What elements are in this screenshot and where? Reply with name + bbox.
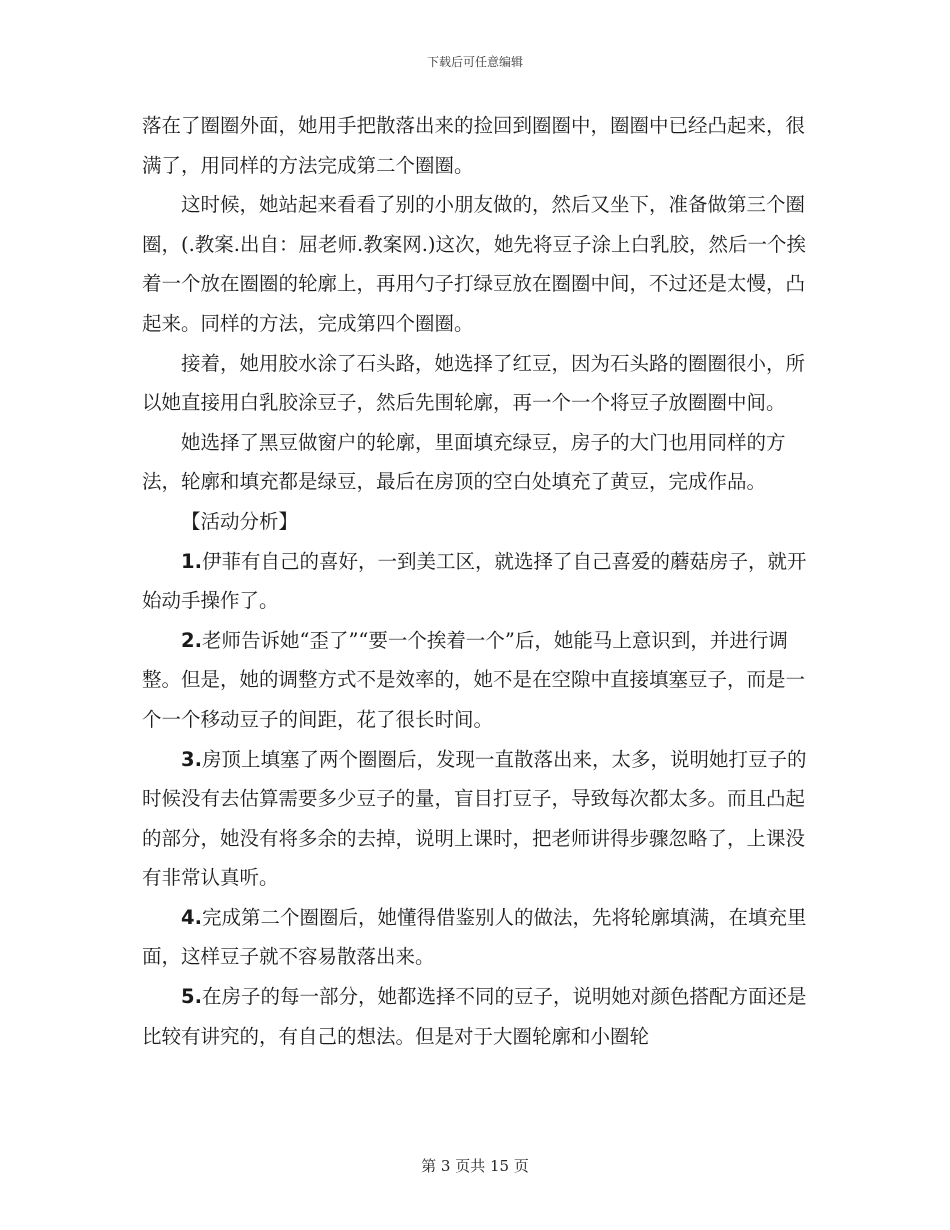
analysis-item-number: 3. (181, 747, 202, 771)
paragraph: 这时候，她站起来看看了别的小朋友做的，然后又坐下，准备做第三个圈圈，(.教案.出自：屈老师.教案网.)这次，她先将豆子涂上白乳胶，然后一个挨着一个放在圈圈的轮廓上，再用勺子打绿豆放在圈圈中间，不过还是太慢，凸起来。同样的方法，完成第四个圈圈。 (142, 193, 807, 335)
analysis-item-number: 4. (181, 905, 202, 929)
analysis-item (142, 740, 810, 898)
analysis-item-text: 老师告诉她“歪了”“要一个挨着一个”后，她能马上意识到，并进行调整。但是，她的调整方式不是效率的，她不是在空隙中直接填塞豆子，而是一个一个移动豆子的间距，花了很长时间。 (142, 628, 806, 731)
analysis-item-text: 房顶上填塞了两个圈圈后，发现一直散落出来，太多，说明她打豆子的时候没有去估算需要多少豆子的量，盲目打豆子，导致每次都太多。而且凸起的部分，她没有将多余的去掉，说明上课时，把老师讲得步骤忽略了，上课没有非常认真听。 (142, 747, 807, 890)
section-heading: 【活动分析】 (181, 509, 299, 533)
page-header: 下载后可任意编辑 (426, 55, 523, 69)
analysis-item-text: 在房子的每一部分，她都选择不同的豆子，说明她对颜色搭配方面还是比较有讲究的，有自己的想法。但是对于大圈轮廓和小圈轮 (142, 985, 807, 1048)
analysis-item (142, 898, 810, 977)
analysis-item-number: 5. (181, 985, 202, 1009)
paragraph-continuation: 落在了圈圈外面，她用手把散落出来的捡回到圈圈中，圈圈中已经凸起来，很满了，用同样的方法完成第二个圈圈。 (142, 114, 806, 177)
analysis-item-text: 伊菲有自己的喜好，一到美工区，就选择了自己喜爱的蘑菇房子，就开始动手操作了。 (142, 549, 807, 613)
paragraph: 接着，她用胶水涂了石头路，她选择了红豆，因为石头路的圈圈很小，所以她直接用白乳胶涂豆子，然后先围轮廓，再一个一个将豆子放圈圈中间。 (142, 351, 806, 415)
analysis-item-number: 1. (181, 549, 202, 573)
paragraph: 她选择了黑豆做窗户的轮廓，里面填充绿豆，房子的大门也用同样的方法，轮廓和填充都是绿豆，最后在房顶的空白处填充了黄豆，完成作品。 (142, 430, 786, 494)
document-body (142, 106, 810, 1056)
analysis-item (142, 977, 810, 1056)
analysis-item-text: 完成第二个圈圈后，她懂得借鉴别人的做法，先将轮廓填满，在填充里面，这样豆子就不容易散落出来。 (142, 905, 807, 969)
analysis-item (142, 621, 810, 740)
page-footer: 第 3 页共 15 页 (421, 1157, 529, 1175)
analysis-item-number: 2. (181, 628, 202, 652)
analysis-item (142, 542, 810, 621)
